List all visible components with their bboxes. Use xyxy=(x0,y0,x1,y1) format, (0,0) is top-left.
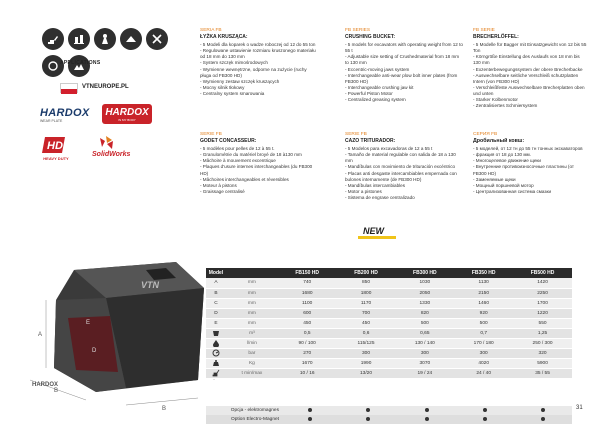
option-label: Option Electro-Magnet xyxy=(231,417,279,422)
column-de xyxy=(473,28,588,109)
table-cell: 2150 xyxy=(454,288,513,298)
table-row xyxy=(206,288,572,298)
polish-flag xyxy=(60,83,78,93)
option-dot xyxy=(483,417,487,421)
table-cell: 1680 xyxy=(278,288,337,298)
quarry-icon xyxy=(68,55,90,77)
header-fb500: FB500 HD xyxy=(513,268,572,278)
option-dot xyxy=(366,408,370,412)
table-cell: 1,25 xyxy=(513,328,572,338)
table-cell: 300 xyxy=(454,348,513,358)
svg-text:HD: HD xyxy=(47,140,63,152)
row-unit: mm xyxy=(226,308,278,318)
series-label: SERIE FB xyxy=(200,132,222,137)
option-dot xyxy=(541,417,545,421)
table-cell: 270 xyxy=(278,348,337,358)
header-fb150: FB150 HD xyxy=(278,268,337,278)
feature-item: - Sistema de engrase centralizado xyxy=(345,194,415,200)
header-fb300: FB300 HD xyxy=(395,268,454,278)
feature-item: - Motor a pistones xyxy=(345,188,382,194)
column-title: Дробильный ковш: xyxy=(473,138,525,145)
volume-icon xyxy=(212,329,220,337)
feature-item: - Exzenterbewegungssystem der obere Brecherbacke xyxy=(473,66,583,72)
table-cell: 1670 xyxy=(278,358,337,368)
row-unit: l/min xyxy=(226,338,278,348)
header-fb350: FB350 HD xyxy=(454,268,513,278)
header-model: Model xyxy=(206,268,226,278)
feature-item: - Внутренние противоизносочные пластины (от FB300 HD) xyxy=(473,164,575,176)
option-dot xyxy=(483,408,487,412)
table-cell: 24 / 40 xyxy=(454,368,513,378)
solidworks-icon xyxy=(98,134,116,152)
table-cell: 320 xyxy=(513,348,572,358)
option-dot xyxy=(425,408,429,412)
feature-item: - Moteur à pistons xyxy=(200,182,237,188)
option-dot xyxy=(541,408,545,412)
row-label xyxy=(206,368,226,378)
demolition-icon xyxy=(68,28,90,50)
table-cell: 1100 xyxy=(278,298,337,308)
feature-item: - Graissage centralisé xyxy=(200,188,245,194)
crushing-icon xyxy=(120,28,142,50)
table-cell: 1460 xyxy=(454,298,513,308)
feature-item: - Granulométrie du matériel broyé de 18 à130 mm xyxy=(200,152,302,158)
table-cell: 0,65 xyxy=(395,328,454,338)
feature-item: - Starker Kolbenmotor xyxy=(473,97,518,103)
svg-text:VTN: VTN xyxy=(141,280,159,290)
dim-label-b2: B xyxy=(162,406,167,412)
table-row xyxy=(206,368,572,378)
solidworks-logo-text: SolidWorks xyxy=(92,151,131,158)
table-cell: 2050 xyxy=(395,288,454,298)
table-cell: 850 xyxy=(337,278,396,288)
series-label: СЕРИЯ FB xyxy=(473,132,498,137)
feature-list xyxy=(473,146,588,195)
column-pl xyxy=(200,28,318,97)
column-en xyxy=(345,28,463,103)
option-dot xyxy=(366,417,370,421)
feature-item: - 5 моделей, от 12 тн до 55 тн тонных экскаваторов xyxy=(473,146,583,152)
feature-item: - Wymienne wewnętrzne, odporne na zużycie (ruchy pługa od FB300 HD) xyxy=(200,66,307,78)
recycling-icon xyxy=(42,55,64,77)
feature-item: - Mandíbulas intercambiables xyxy=(345,182,406,188)
feature-item: - Централизованная система смазки xyxy=(473,188,552,194)
column-title: CAZO TRITURADOR: xyxy=(345,138,396,145)
column-ru xyxy=(473,132,588,195)
table-cell: 700 xyxy=(337,308,396,318)
row-label: A xyxy=(206,278,226,288)
feature-item: - Zentralisiertes Schmiersystem xyxy=(473,103,538,109)
table-cell: 1170 xyxy=(337,298,396,308)
table-cell: 19 / 24 xyxy=(395,368,454,378)
feature-item: - Powerful Piston Motor xyxy=(345,90,393,96)
feature-list xyxy=(200,42,318,97)
column-title: CRUSHING BUCKET: xyxy=(345,34,395,41)
table-row xyxy=(206,298,572,308)
excavator-weight-icon xyxy=(212,369,220,377)
hardox-wear-plate-logo: HARDOX WEAR PLATE xyxy=(40,107,90,123)
dim-label-d: D xyxy=(92,348,97,354)
feature-item: - Мощный поршневой мотор xyxy=(473,182,534,188)
pressure-icon xyxy=(212,349,220,357)
table-cell: 3070 xyxy=(395,358,454,368)
feature-item: - Mocny silnik tłokowy xyxy=(200,84,245,90)
row-unit: mm xyxy=(226,288,278,298)
column-title: BRECHERLÖFFEL: xyxy=(473,34,519,41)
row-unit: mm xyxy=(226,298,278,308)
hardox-callout: HARDOX xyxy=(32,382,59,388)
dim-label-b: B xyxy=(54,388,59,394)
series-label: FB SERIES xyxy=(345,28,371,33)
feature-item: - Regulowane ustawienie rozmiaru kruszonego materiału od 18 mm do 130 mm xyxy=(200,48,316,60)
table-cell: 35 / 55 xyxy=(513,368,572,378)
table-row xyxy=(206,318,572,328)
flow-icon xyxy=(212,339,220,347)
option-row xyxy=(206,406,572,415)
feature-item: - Auswechselbare seitliche Verschleiß schutzplatten Intern (von FB300 HD) xyxy=(473,72,579,84)
feature-item: - Körngröße Einstellung des Auslaufs von 18 mm bis 130 mm xyxy=(473,54,580,66)
table-row xyxy=(206,328,572,338)
table-cell: 1220 xyxy=(513,308,572,318)
row-label xyxy=(206,328,226,338)
table-cell: 450 xyxy=(278,318,337,328)
row-label: D xyxy=(206,308,226,318)
feature-list xyxy=(345,146,463,201)
table-cell: 600 xyxy=(278,308,337,318)
page-number: 31 xyxy=(576,405,583,411)
column-title: ŁYŻKA KRUSZĄCA: xyxy=(200,34,248,41)
heavy-duty-label: HEAVY DUTY xyxy=(43,156,69,161)
feature-item: - Interchangeable anti-wear plow bolt inner plates (from FB300 HD) xyxy=(345,72,458,84)
table-cell: 13/20 xyxy=(337,368,396,378)
table-cell: 0,7 xyxy=(454,328,513,338)
feature-item: - Interchangeable crushing jaw kit xyxy=(345,84,414,90)
dim-label-e: E xyxy=(86,320,91,326)
feature-item: - 5 Modelos para excavadoras de 12 a 55 t xyxy=(345,146,433,152)
table-cell: 1420 xyxy=(513,278,572,288)
header-unit xyxy=(226,268,278,278)
feature-item: - фракция от 18 до 130 мм. xyxy=(473,152,531,158)
table-cell: 10 / 16 xyxy=(278,368,337,378)
feature-item: - Mâchoire à mouvement excentrique xyxy=(200,158,276,164)
column-fr xyxy=(200,132,318,195)
table-cell: 1700 xyxy=(513,298,572,308)
crushing-bucket-illustration xyxy=(26,240,226,415)
table-cell: 2250 xyxy=(513,288,572,298)
table-cell: 250 / 300 xyxy=(513,338,572,348)
feature-item: - Centralized greasing system xyxy=(345,97,406,103)
table-cell: 5900 xyxy=(513,358,572,368)
table-cell: 740 xyxy=(278,278,337,288)
table-cell: 920 xyxy=(454,308,513,318)
table-cell: 450 xyxy=(337,318,396,328)
table-cell: 0,6 xyxy=(337,328,396,338)
table-cell: 4020 xyxy=(454,358,513,368)
feature-item: - 5 Modeli dla koparek o wadze roboczej od 12 do 55 ton xyxy=(200,42,316,48)
feature-item: - Plaques d'usure internes interchangeables (du FB300 HD) xyxy=(200,164,313,176)
header-fb200: FB200 HD xyxy=(337,268,396,278)
feature-item: - 5 Modelle für Bagger mit Einsatzgewicht von 12 bis 55 Ton xyxy=(473,42,587,54)
table-cell: 1130 xyxy=(454,278,513,288)
options-section xyxy=(206,406,572,424)
feature-item: - 5 modèles pour pelles de 12 à 55 t. xyxy=(200,146,275,152)
feature-item: - 5 models for excavators with operating weight from 12 to 55 t xyxy=(345,42,463,54)
table-cell: 300 xyxy=(395,348,454,358)
table-row xyxy=(206,278,572,288)
feature-item: - Mandíbulas con movimiento de trituración excéntrico xyxy=(345,164,456,170)
weight-icon xyxy=(212,359,220,367)
spec-table xyxy=(206,268,572,379)
row-label: C xyxy=(206,298,226,308)
series-label: FB SERIE xyxy=(473,28,495,33)
row-unit: m³ xyxy=(226,328,278,338)
feature-item: - System szczęk mimośrodowych xyxy=(200,60,268,66)
table-cell: 115/125 xyxy=(337,338,396,348)
row-label xyxy=(206,338,226,348)
table-row xyxy=(206,348,572,358)
row-unit: mm xyxy=(226,318,278,328)
column-es xyxy=(345,132,463,201)
table-cell: 90 / 100 xyxy=(278,338,337,348)
feature-list xyxy=(200,146,318,195)
feature-item: - Mâchoires interchangeables et réversibles xyxy=(200,176,289,182)
series-label: SERIE FB xyxy=(345,132,367,137)
feature-item: - Wymienny zestaw szczęk kruszących xyxy=(200,78,280,84)
row-unit: t min/max xyxy=(226,368,278,378)
table-cell: 1030 xyxy=(395,278,454,288)
hardox-in-my-body-logo: HARDOX IN MY BODY xyxy=(102,104,152,124)
applications-label: APPLICATIONS xyxy=(60,60,101,66)
table-cell: 130 / 140 xyxy=(395,338,454,348)
option-row xyxy=(206,415,572,424)
dim-label-a: A xyxy=(38,332,43,338)
table-cell: 1330 xyxy=(395,298,454,308)
row-label xyxy=(206,358,226,368)
series-label: SERIA FB xyxy=(200,28,222,33)
feature-item: - Eccentric-moving jaws system xyxy=(345,66,410,72)
tools-icon xyxy=(146,28,168,50)
row-label xyxy=(206,348,226,358)
row-unit: Kg xyxy=(226,358,278,368)
option-dot xyxy=(308,417,312,421)
feature-list xyxy=(473,42,588,109)
table-cell: 500 xyxy=(395,318,454,328)
feature-item: - Заменяемые щеки xyxy=(473,176,516,182)
feature-item: - Многоцелевое движение щеки xyxy=(473,158,541,164)
option-label: Opcja - elektromagnes xyxy=(230,408,279,413)
option-dot xyxy=(425,417,429,421)
table-row xyxy=(206,338,572,348)
column-title: GODET CONCASSEUR: xyxy=(200,138,257,145)
option-dot xyxy=(308,408,312,412)
website-text: VTNEUROPE.PL xyxy=(82,84,129,90)
row-label: E xyxy=(206,318,226,328)
table-row xyxy=(206,358,572,368)
table-cell: 820 xyxy=(395,308,454,318)
feature-list xyxy=(345,42,463,103)
row-label: B xyxy=(206,288,226,298)
feature-item: - Centralny system smarowania xyxy=(200,90,265,96)
excavator-icon xyxy=(42,28,64,50)
new-badge: NEW xyxy=(363,226,384,236)
table-cell: 300 xyxy=(337,348,396,358)
applications-icons xyxy=(42,28,172,77)
table-cell: 550 xyxy=(513,318,572,328)
row-unit: mm xyxy=(226,278,278,288)
feature-item: - Tamaño de material regulable con salida de 18 a 130 mm xyxy=(345,152,456,164)
row-unit: bar xyxy=(226,348,278,358)
feature-item: - Adjustable size setting of Crushedmaterial from 18 mm to 130 mm xyxy=(345,54,460,66)
feature-item: - Placas anti desgaste intercambiables empernada con bulones internamente (de FB300 HD) xyxy=(345,170,457,182)
table-cell: 0,5 xyxy=(278,328,337,338)
table-cell: 1990 xyxy=(337,358,396,368)
feature-item: - Verschleißfeste Auswechselbare Brecherplatten oben und unten xyxy=(473,84,585,96)
table-cell: 500 xyxy=(454,318,513,328)
table-cell: 1800 xyxy=(337,288,396,298)
worker-icon xyxy=(94,28,116,50)
table-row xyxy=(206,308,572,318)
table-cell: 170 / 180 xyxy=(454,338,513,348)
new-underline xyxy=(358,236,396,239)
